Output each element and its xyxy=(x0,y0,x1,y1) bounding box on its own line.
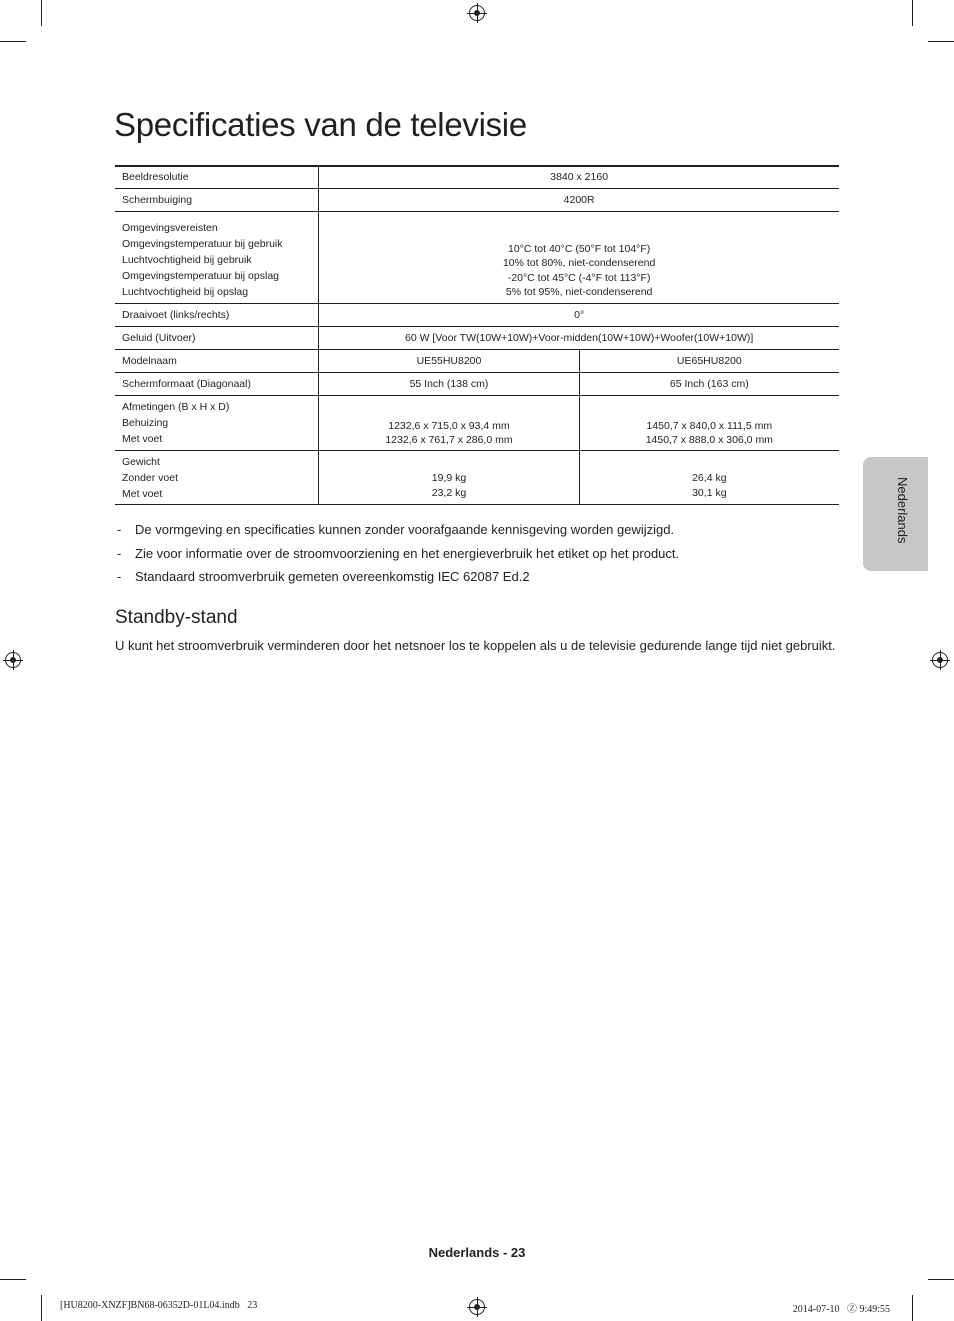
section-body: U kunt het stroomverbruik verminderen door het netsnoer los te koppelen als u de televisie gedurende lange tijd niet gebruikt. xyxy=(115,638,836,653)
spec-value: 4200R xyxy=(319,188,839,211)
weight-label-1: Zonder voet xyxy=(122,471,179,484)
note-text: De vormgeving en specificaties kunnen zonder voorafgaande kennisgeving worden gewijzigd. xyxy=(135,522,675,537)
bullet-dash: - xyxy=(117,545,122,561)
env-label-3: Omgevingstemperatuur bij opslag xyxy=(122,269,279,282)
registration-mark-icon xyxy=(469,5,485,21)
crop-mark xyxy=(0,1279,26,1280)
weight-col1-0: 19,9 kg xyxy=(431,471,467,484)
registration-mark-icon xyxy=(5,652,21,668)
spec-label: Schermformaat (Diagonaal) xyxy=(115,372,319,395)
list-item xyxy=(115,567,679,591)
dim-col2-1: 1450,7 x 888,0 x 306,0 mm xyxy=(645,433,773,446)
table-row xyxy=(115,166,839,188)
table-row xyxy=(115,326,839,349)
dim-col2-0: 1450,7 x 840,0 x 111,5 mm xyxy=(646,419,773,432)
env-label-1: Omgevingstemperatuur bij gebruik xyxy=(122,237,283,250)
list-item xyxy=(115,544,679,568)
dim-col1-0: 1232,6 x 715,0 x 93,4 mm xyxy=(388,419,510,432)
spec-label xyxy=(115,450,319,504)
crop-mark xyxy=(928,1279,954,1280)
note-text: Zie voor informatie over de stroomvoorziening en het energieverbruik het etiket op het product. xyxy=(135,545,680,561)
spec-table xyxy=(115,165,839,505)
registration-mark-icon xyxy=(469,1299,485,1315)
print-slug-timestamp: 2014-07-10 Ⓩ 9:49:55 xyxy=(792,1304,890,1315)
bullet-dash: - xyxy=(117,522,122,537)
dim-label-1: Behuizing xyxy=(122,416,169,429)
crop-mark xyxy=(41,0,42,26)
note-text: Standaard stroomverbruik gemeten overeenkomstig IEC 62087 Ed.2 xyxy=(135,569,530,584)
env-label-2: Luchtvochtigheid bij gebruik xyxy=(122,253,252,266)
spec-label: Modelnaam xyxy=(115,349,319,372)
spec-value: UE55HU8200 xyxy=(319,349,579,372)
env-value-1: 10% tot 80%, niet-condenserend xyxy=(502,257,656,269)
crop-mark xyxy=(912,1295,913,1321)
spec-value xyxy=(319,450,579,504)
list-item xyxy=(115,520,679,544)
weight-col2-0: 26,4 kg xyxy=(692,471,727,484)
table-row xyxy=(115,188,839,211)
crop-mark xyxy=(928,41,954,42)
env-value-2: -20°C tot 45°C (-4°F tot 113°F) xyxy=(507,271,651,284)
spec-label: Geluid (Uitvoer) xyxy=(115,326,319,349)
crop-mark xyxy=(0,41,26,42)
weight-label-0: Gewicht xyxy=(122,455,160,468)
spec-value: 55 Inch (138 cm) xyxy=(319,372,579,395)
env-value-0: 10°C tot 40°C (50°F tot 104°F) xyxy=(508,242,651,255)
spec-value: 0° xyxy=(319,303,839,326)
table-row xyxy=(115,450,839,504)
crop-mark xyxy=(41,1295,42,1321)
weight-col1-1: 23,2 kg xyxy=(431,486,467,499)
registration-mark-icon xyxy=(932,652,948,668)
print-slug-file: [HU8200-XNZF]BN68-06352D-01L04.indb 23 xyxy=(60,1300,258,1311)
spec-value: 65 Inch (163 cm) xyxy=(579,372,839,395)
weight-col2-1: 30,1 kg xyxy=(692,486,727,499)
language-tab xyxy=(863,457,928,571)
spec-label xyxy=(115,395,319,450)
dim-label-2: Met voet xyxy=(122,432,163,445)
dim-label-0: Afmetingen (B x H x D) xyxy=(122,400,230,413)
bullet-dash: - xyxy=(117,569,122,584)
spec-label: Draaivoet (links/rechts) xyxy=(115,303,319,326)
spec-value xyxy=(579,450,839,504)
spec-label: Schermbuiging xyxy=(115,188,319,211)
spec-label xyxy=(115,211,319,303)
spec-value xyxy=(319,211,839,303)
spec-value: 3840 x 2160 xyxy=(319,166,839,188)
section-heading: Standby-stand xyxy=(115,607,238,628)
notes-list xyxy=(115,520,679,591)
spec-value xyxy=(319,395,579,450)
language-tab-label: Nederlands xyxy=(895,477,910,544)
spec-value xyxy=(579,395,839,450)
table-row xyxy=(115,349,839,372)
table-row xyxy=(115,303,839,326)
page-number: Nederlands - 23 xyxy=(428,1245,526,1260)
page-title: Specificaties van de televisie xyxy=(114,106,527,143)
dim-col1-1: 1232,6 x 761,7 x 286,0 mm xyxy=(385,433,513,446)
spec-label: Beeldresolutie xyxy=(115,166,319,188)
weight-label-2: Met voet xyxy=(122,487,163,500)
crop-mark xyxy=(912,0,913,26)
table-row xyxy=(115,372,839,395)
spec-value: 60 W [Voor TW(10W+10W)+Voor-midden(10W+10W)+Woofer(10W+10W)] xyxy=(319,326,839,349)
table-row xyxy=(115,211,839,303)
env-label-0: Omgevingsvereisten xyxy=(122,221,218,234)
env-label-4: Luchtvochtigheid bij opslag xyxy=(122,285,249,298)
env-value-3: 5% tot 95%, niet-condenserend xyxy=(505,286,653,298)
table-row xyxy=(115,395,839,450)
spec-value: UE65HU8200 xyxy=(579,349,839,372)
